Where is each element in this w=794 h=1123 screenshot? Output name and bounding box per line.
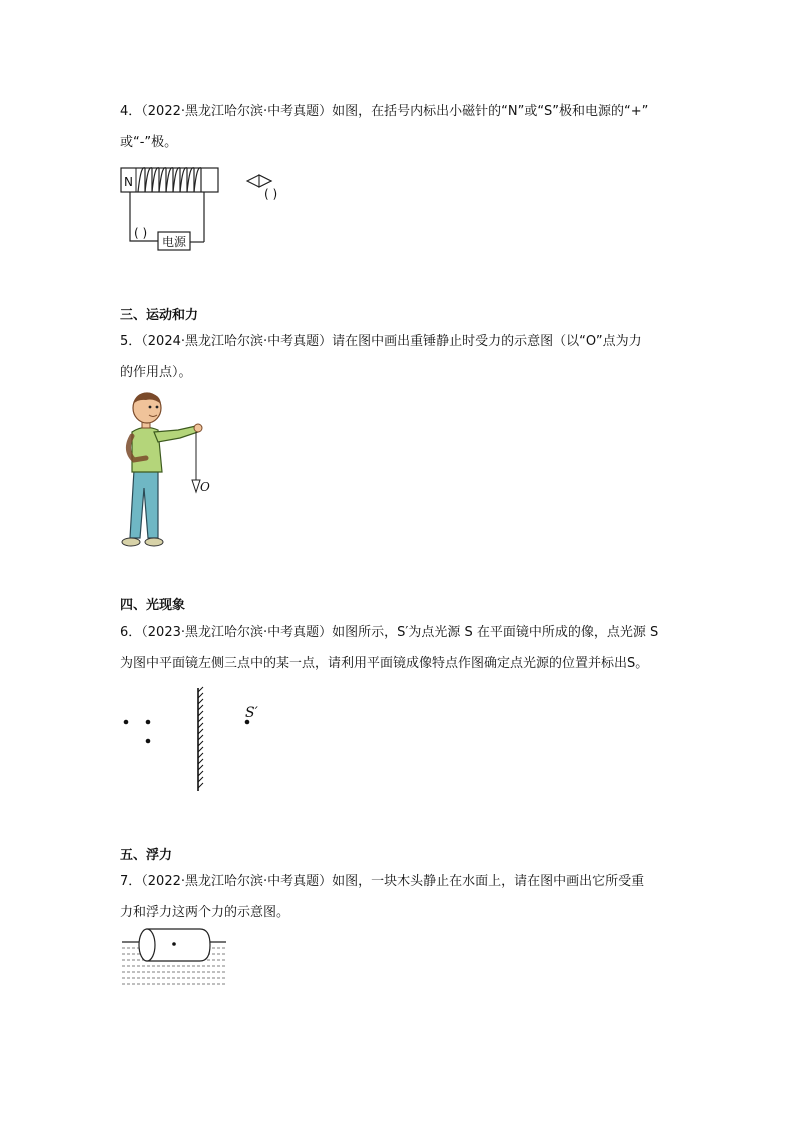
section-title-buoyancy: 五、浮力 (120, 848, 173, 863)
q6-text-line1: 6．（2023·黑龙江哈尔滨·中考真题）如图所示，S′为点光源 S 在平面镜中所成的像，点光源 S (120, 625, 659, 640)
q4-text-line1: 4．（2022·黑龙江哈尔滨·中考真题）如图，在括号内标出小磁针的“N”或“S”极和电源的“+” (120, 104, 649, 119)
q7-floating-wood-figure (118, 926, 230, 992)
q5-text-line1: 5．（2024·黑龙江哈尔滨·中考真题）请在图中画出重锤静止时受力的示意图（以“O”点为力 (120, 334, 642, 349)
power-label: 电源 (162, 235, 187, 249)
section-title-light: 四、光现象 (120, 598, 186, 613)
log-end-face (139, 929, 155, 961)
q4-solenoid-figure (118, 164, 318, 256)
person-legs (130, 470, 158, 538)
plumb-bob (192, 480, 200, 492)
pole-label: N (124, 175, 133, 189)
shoe-left (122, 538, 140, 546)
q4-text-line2: 或“-”极。 (120, 135, 178, 150)
q7-text-line1: 7．（2022·黑龙江哈尔滨·中考真题）如图，一块木头静止在水面上，请在图中画出它所受重 (120, 874, 645, 889)
power-bracket: ( ) (134, 226, 148, 240)
candidate-point-2 (146, 720, 151, 725)
shoe-right (145, 538, 163, 546)
q7-text-line2: 力和浮力这两个力的示意图。 (120, 905, 290, 920)
needle-bracket: ( ) (264, 187, 278, 201)
point-o-label: O (200, 480, 210, 494)
q5-person-plumb-figure (118, 392, 218, 552)
q5-text-line2: 的作用点）。 (120, 365, 192, 380)
coil-windings (138, 168, 201, 192)
person-arm-raised (154, 426, 198, 442)
candidate-point-3 (146, 739, 151, 744)
person-hand (194, 424, 202, 432)
q6-mirror-figure (118, 686, 278, 794)
candidate-point-1 (124, 720, 129, 725)
image-label: S′ (245, 705, 258, 721)
q6-text-line2: 为图中平面镜左侧三点中的某一点，请利用平面镜成像特点作图确定点光源的位置并标出S。 (120, 656, 649, 671)
wooden-log (147, 929, 210, 961)
center-of-gravity-point (172, 942, 176, 946)
section-title-motion-force: 三、运动和力 (120, 308, 199, 323)
